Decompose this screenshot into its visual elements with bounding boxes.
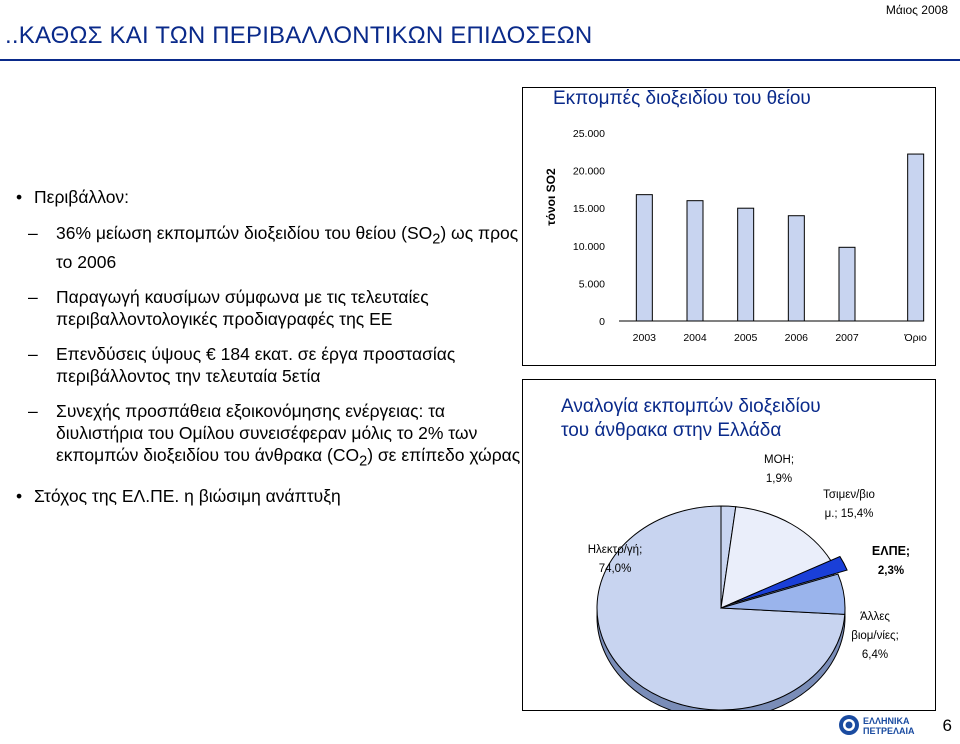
- sub-bullet-fuels: [22, 286, 522, 330]
- y-axis-label: τόνοι SO2: [544, 168, 558, 226]
- pie-label-name: Ηλεκτρ/γή;: [587, 544, 643, 556]
- bullet-environment: [22, 186, 522, 208]
- goal-text: Στόχος της ΕΛ.ΠΕ. η βιώσιμη ανάπτυξη: [34, 486, 341, 506]
- title-divider: [0, 59, 960, 61]
- y-tick-label: 0: [599, 316, 605, 328]
- bullet-goal: [22, 485, 522, 507]
- y-tick-label: 20.000: [572, 165, 605, 178]
- pie-label-value: 6,4%: [861, 649, 889, 661]
- co2-pie-chart: [523, 380, 935, 710]
- x-tick-label: 2005: [733, 332, 758, 344]
- page-number: 6: [942, 716, 952, 735]
- co2-chart-title-line2: του άνθρακα στην Ελλάδα: [561, 420, 782, 441]
- so2-text-end: ) ως προς το 2006: [56, 223, 519, 272]
- hellenic-petroleum-logo: [838, 713, 930, 737]
- so2-text: 36% μείωση εκπομπών διοξειδίου του θείου (SO: [56, 223, 433, 243]
- pie-label-name: βιομ/νίες;: [851, 630, 899, 642]
- pie-label-name: ΕΛΠΕ;: [871, 544, 911, 558]
- so2-chart-frame: [522, 87, 936, 366]
- bar-2005: [738, 208, 754, 321]
- fuels-text: Παραγωγή καυσίμων σύμφωνα με τις τελευταίες περιβαλλοντολογικές προδιαγραφές της ΕΕ: [56, 286, 429, 329]
- bar-2003: [636, 195, 652, 321]
- x-tick-label: 2003: [632, 332, 657, 344]
- date-label: Μάιος 2008: [885, 3, 948, 17]
- pie-label-value: 74,0%: [598, 563, 632, 575]
- bullet-list: [22, 186, 522, 521]
- environment-heading: Περιβάλλον:: [34, 187, 130, 207]
- so2-chart-title: Εκπομπές διοξειδίου του θείου: [553, 88, 811, 109]
- pie-label-name: Άλλες: [860, 611, 890, 623]
- logo-line2: ΠΕΤΡΕΛΑΙΑ: [863, 726, 915, 736]
- y-tick-label: 15.000: [572, 203, 605, 216]
- sub-bullet-energy: [22, 400, 522, 473]
- x-tick-label: 2007: [835, 332, 859, 344]
- co2-chart-frame: [522, 379, 936, 711]
- so2-subscript: 2: [432, 231, 441, 248]
- energy-text-end: ) σε επίπεδο χώρας: [367, 444, 521, 465]
- pie-label-value: 1,9%: [765, 473, 793, 485]
- y-tick-label: 10.000: [572, 240, 605, 253]
- pie-label-value: μ.; 15,4%: [824, 508, 874, 520]
- so2-bar-chart: [523, 88, 935, 365]
- bar-2007: [839, 247, 855, 321]
- pie-label-value: 2,3%: [877, 565, 905, 577]
- x-tick-label: 2006: [784, 332, 809, 344]
- bar-2004: [687, 201, 703, 321]
- page-title: ..ΚΑΘΩΣ ΚΑΙ ΤΩΝ ΠΕΡΙΒΑΛΛΟΝΤΙΚΩΝ ΕΠΙΔΟΣΕΩΝ: [5, 22, 593, 49]
- sub-bullet-investments: [22, 343, 522, 387]
- y-tick-label: 25.000: [572, 128, 605, 140]
- bar-Όριο: [908, 154, 924, 321]
- energy-text: Συνεχής προσπάθεια εξοικονόμησης ενέργειας: τα διυλιστήρια του Ομίλου συνεισέφεραν μόλις το 2% των εκπομπών διοξειδίου του άνθρακα (CO: [56, 400, 478, 465]
- co2-subscript: 2: [359, 453, 368, 469]
- sub-bullet-so2: [22, 222, 522, 273]
- logo-line1: ΕΛΛΗΝΙΚΑ: [863, 716, 910, 726]
- investments-text: Επενδύσεις ύψους € 184 εκατ. σε έργα προστασίας περιβάλλοντος την τελευταία 5ετία: [56, 343, 456, 386]
- x-tick-label: 2004: [683, 332, 707, 344]
- x-tick-label: Όριο: [904, 332, 927, 344]
- pie-label-name: ΜΟΗ;: [763, 454, 795, 466]
- pie-label-name: Τσιμεν/βιο: [823, 489, 875, 501]
- co2-chart-title-line1: Αναλογία εκπομπών διοξειδίου: [561, 396, 821, 417]
- bar-2006: [788, 216, 804, 321]
- y-tick-label: 5.000: [578, 278, 605, 291]
